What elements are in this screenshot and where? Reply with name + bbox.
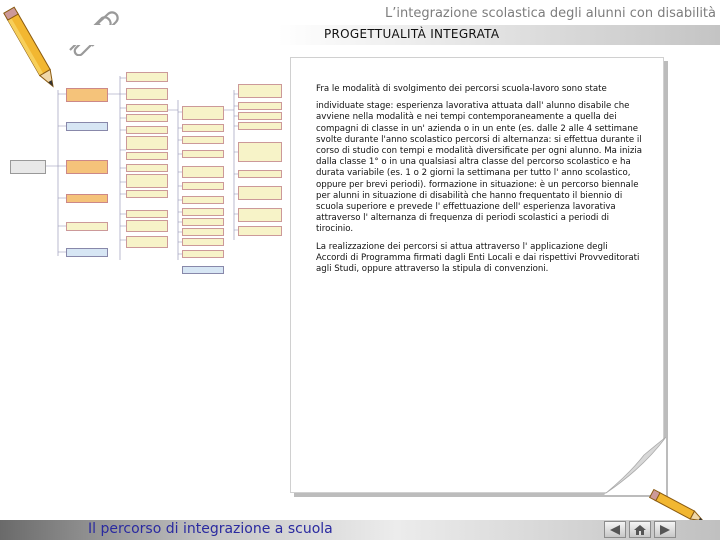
diagram-node xyxy=(238,102,282,110)
back-icon xyxy=(608,524,622,536)
diagram-node xyxy=(182,124,224,132)
diagram-node xyxy=(126,190,168,198)
section-title: PROGETTUALITÀ INTEGRATA xyxy=(324,27,500,41)
diagram-node xyxy=(66,248,108,257)
diagram-node xyxy=(182,166,224,178)
diagram-node xyxy=(126,72,168,82)
diagram-node xyxy=(182,266,224,274)
diagram-node xyxy=(182,218,224,226)
diagram-node xyxy=(182,196,224,204)
back-button[interactable] xyxy=(604,521,626,538)
diagram-node xyxy=(126,104,168,112)
diagram-node xyxy=(66,194,108,203)
presentation-title: L’integrazione scolastica degli alunni con disabilità xyxy=(385,6,716,21)
concept-map-diagram xyxy=(8,70,288,280)
content-paragraph: individuate stage: esperienza lavorativa attuata dall' alunno disabile che avviene nella modalità e nei tempi contemporaneamente a quella dei compagni di classe in un' azienda o in un ente (es. dalle 2 alle 4 settimane svolte durante l'anno scolastico percorsi di alternanza: si effettua durante il corso di studio con tempi e modalità diversificate per ogni alunno. Ma inizia dalla classe 1° o in una qualsiasi altra classe del percorso scolastico e ha durata variabile (es. 1 o 2 giorni la settimana per tutto l' anno scolastico, oppure per brevi periodi). formazione in situazione: è un percorso biennale per alunni in situazione di disabilità che hanno frequentato il biennio di scuola superiore e prevede l' effettuazione dell' esperienza lavorativa attraverso l' alternanza di frequenza di periodi scolastici a periodi di tirocinio. xyxy=(316,101,643,235)
diagram-node xyxy=(182,182,224,190)
diagram-node xyxy=(238,112,282,120)
diagram-node xyxy=(126,236,168,248)
diagram-node xyxy=(182,250,224,258)
footer-title: Il percorso di integrazione a scuola xyxy=(88,521,333,537)
diagram-node xyxy=(66,122,108,131)
home-icon xyxy=(633,524,647,536)
diagram-node xyxy=(126,136,168,150)
diagram-node xyxy=(66,160,108,174)
diagram-node xyxy=(182,150,224,158)
diagram-node xyxy=(238,186,282,200)
diagram-node xyxy=(66,88,108,102)
content-paragraph: La realizzazione dei percorsi si attua attraverso l' applicazione degli Accordi di Programma firmati dagli Enti Locali e dai rispettivi Provveditorati agli Studi, oppure attraverso la stipula di convenzioni. xyxy=(316,241,640,275)
diagram-node xyxy=(126,88,168,100)
diagram-node xyxy=(10,160,46,174)
diagram-node xyxy=(182,106,224,120)
diagram-node xyxy=(126,152,168,160)
content-text xyxy=(316,84,642,281)
home-button[interactable] xyxy=(629,521,651,538)
diagram-node xyxy=(238,122,282,130)
diagram-node xyxy=(182,208,224,216)
diagram-node xyxy=(126,164,168,172)
diagram-node xyxy=(238,226,282,236)
diagram-node xyxy=(126,174,168,188)
diagram-node xyxy=(66,222,108,231)
diagram-node xyxy=(238,208,282,222)
content-paragraph: Fra le modalità di svolgimento dei percorsi scuola-lavoro sono state xyxy=(316,84,607,94)
diagram-node xyxy=(182,136,224,144)
diagram-node xyxy=(238,142,282,162)
diagram-node xyxy=(126,114,168,122)
diagram-node xyxy=(126,126,168,134)
forward-button[interactable] xyxy=(654,521,676,538)
diagram-node xyxy=(126,220,168,232)
diagram-node xyxy=(238,170,282,178)
diagram-node xyxy=(126,210,168,218)
page-curl-icon xyxy=(604,437,666,495)
diagram-node xyxy=(182,238,224,246)
diagram-node xyxy=(182,228,224,236)
forward-icon xyxy=(658,524,672,536)
diagram-node xyxy=(238,84,282,98)
